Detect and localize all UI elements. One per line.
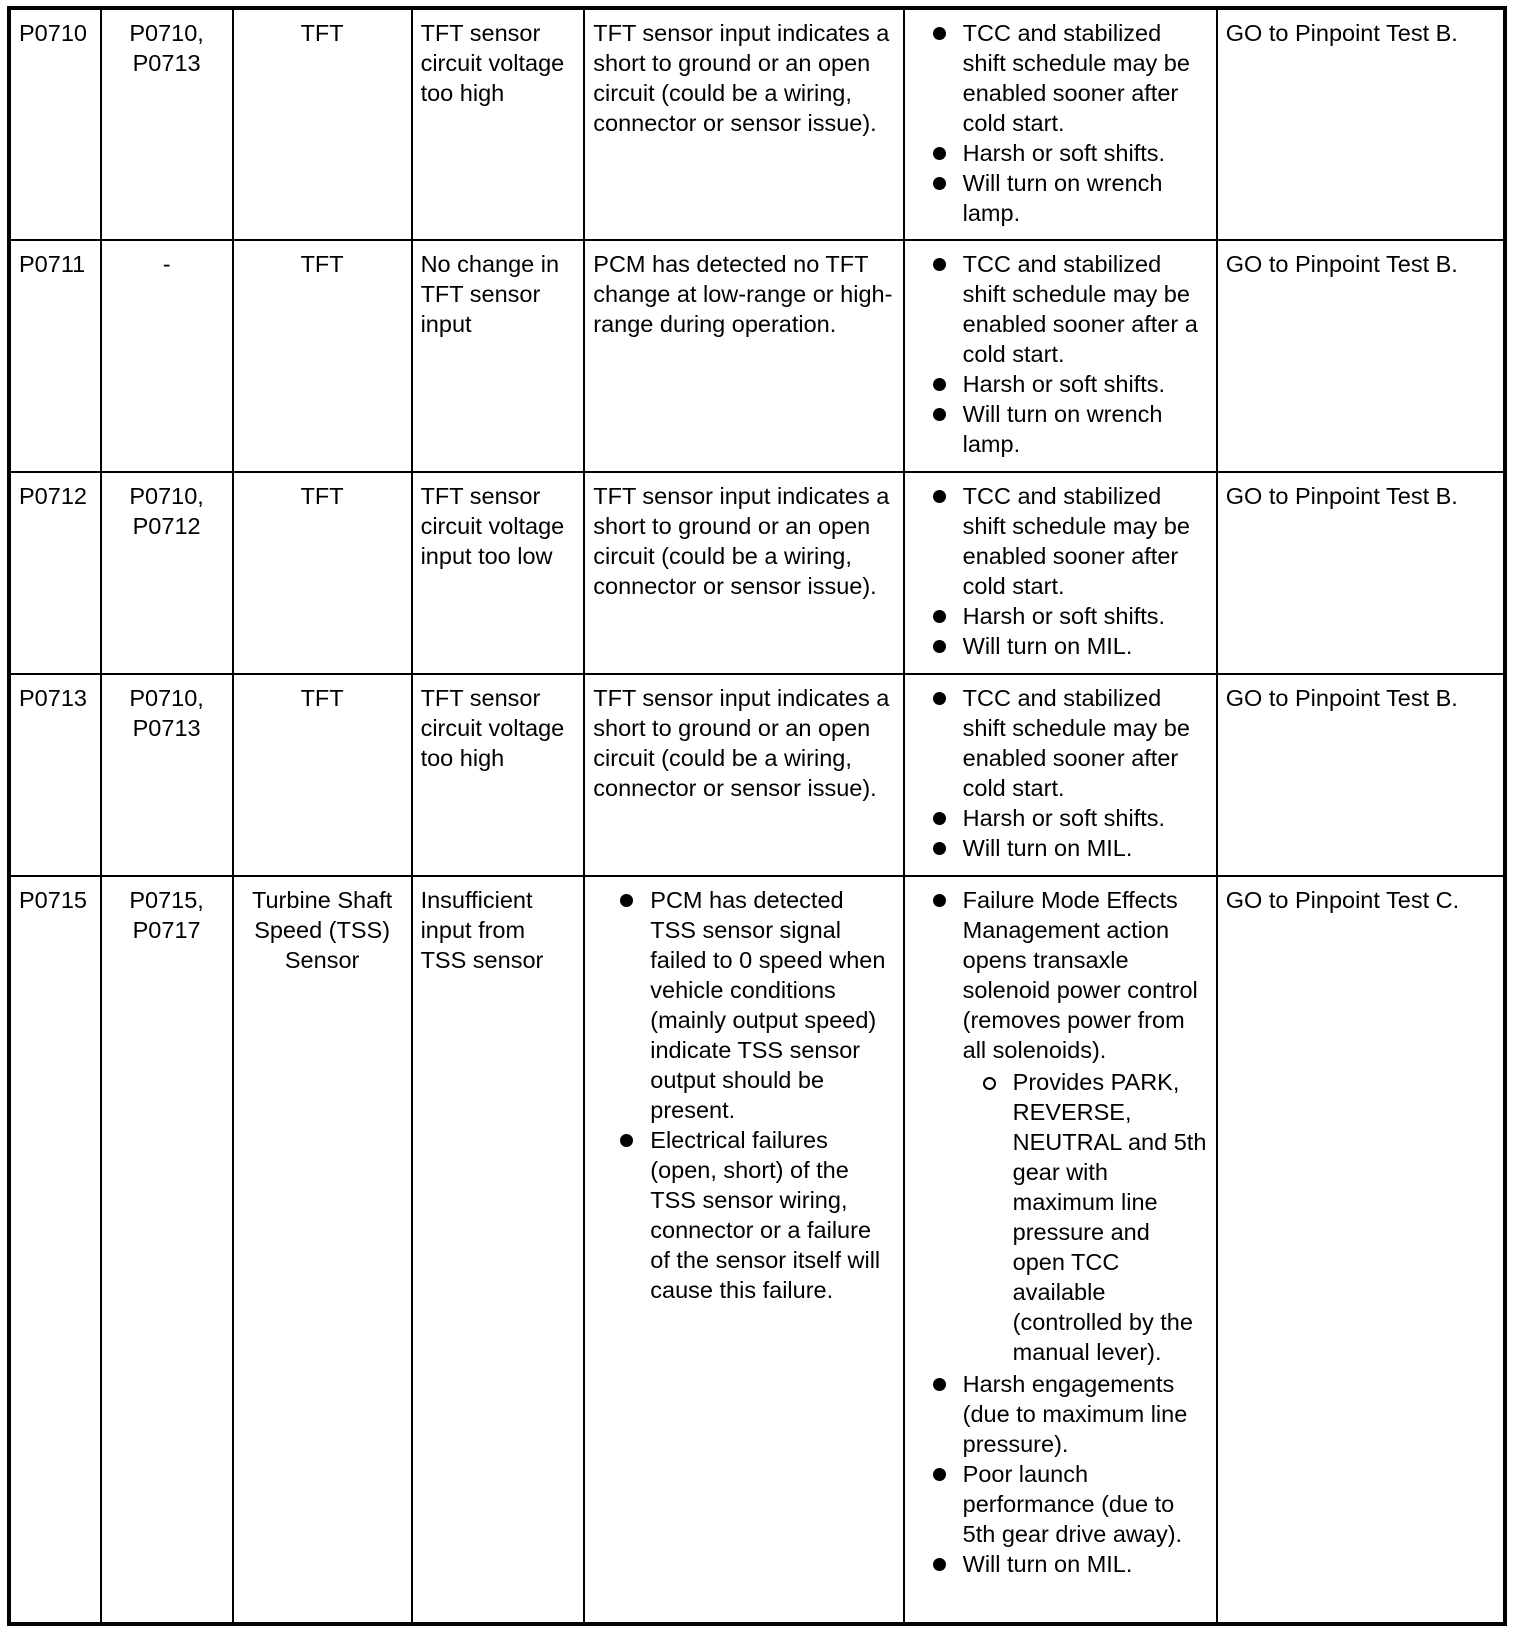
condition-item: PCM has detected TSS sensor signal failed to 0 speed when vehicle conditions (mainly output speed) indicate TSS sensor output should be present. [593, 885, 894, 1125]
symptom-item: Harsh or soft shifts. [913, 138, 1208, 168]
dtc-code-cell: P0713 [9, 674, 101, 876]
related-dtc-cell: - [101, 240, 233, 472]
symptom-item: Will turn on MIL. [913, 833, 1208, 863]
dtc-table [7, 6, 1507, 1626]
symptom-subitem: Provides PARK, REVERSE, NEUTRAL and 5th gear with maximum line pressure and open TCC available (controlled by the manual lever). [963, 1067, 1208, 1367]
description-cell: TFT sensor circuit voltage input too low [412, 472, 585, 674]
symptom-item: Will turn on MIL. [913, 1549, 1208, 1579]
dtc-code-cell: P0710 [9, 8, 101, 240]
related-dtc-cell: P0710, P0712 [101, 472, 233, 674]
symptom-cell [904, 8, 1217, 240]
action-cell: GO to Pinpoint Test B. [1217, 240, 1505, 472]
symptom-cell [904, 472, 1217, 674]
table-row [9, 8, 1505, 240]
table-row [9, 240, 1505, 472]
condition-cell: TFT sensor input indicates a short to ground or an open circuit (could be a wiring, connector or sensor issue). [584, 674, 903, 876]
action-cell: GO to Pinpoint Test B. [1217, 674, 1505, 876]
symptom-item: Harsh or soft shifts. [913, 803, 1208, 833]
condition-cell: TFT sensor input indicates a short to ground or an open circuit (could be a wiring, connector or sensor issue). [584, 8, 903, 240]
description-cell: No change in TFT sensor input [412, 240, 585, 472]
condition-cell: TFT sensor input indicates a short to ground or an open circuit (could be a wiring, connector or sensor issue). [584, 472, 903, 674]
symptom-item: Harsh or soft shifts. [913, 369, 1208, 399]
condition-cell: PCM has detected no TFT change at low-range or high-range during operation. [584, 240, 903, 472]
component-cell: TFT [233, 472, 412, 674]
symptom-item: Will turn on MIL. [913, 631, 1208, 661]
description-cell: TFT sensor circuit voltage too high [412, 674, 585, 876]
table-row [9, 876, 1505, 1624]
related-dtc-cell: P0710, P0713 [101, 8, 233, 240]
action-cell: GO to Pinpoint Test B. [1217, 8, 1505, 240]
condition-cell [584, 876, 903, 1624]
table-row [9, 674, 1505, 876]
dtc-table-body [9, 8, 1505, 1624]
condition-item: Electrical failures (open, short) of the TSS sensor wiring, connector or a failure of the sensor itself will cause this failure. [593, 1125, 894, 1305]
symptom-cell [904, 674, 1217, 876]
symptom-item: Will turn on wrench lamp. [913, 168, 1208, 228]
description-cell: Insufficient input from TSS sensor [412, 876, 585, 1624]
action-cell: GO to Pinpoint Test C. [1217, 876, 1505, 1624]
symptom-item-text: Failure Mode Effects Management action opens transaxle solenoid power control (removes power from all solenoids). [962, 887, 1198, 1063]
symptom-item: Poor launch performance (due to 5th gear drive away). [913, 1459, 1208, 1549]
description-cell: TFT sensor circuit voltage too high [412, 8, 585, 240]
related-dtc-cell: P0715, P0717 [101, 876, 233, 1624]
dtc-code-cell: P0712 [9, 472, 101, 674]
component-cell: TFT [233, 8, 412, 240]
symptom-item: TCC and stabilized shift schedule may be enabled sooner after cold start. [913, 683, 1208, 803]
symptom-item: TCC and stabilized shift schedule may be enabled sooner after cold start. [913, 18, 1208, 138]
action-cell: GO to Pinpoint Test B. [1217, 472, 1505, 674]
symptom-item: TCC and stabilized shift schedule may be enabled sooner after cold start. [913, 481, 1208, 601]
symptom-item: Harsh engagements (due to maximum line pressure). [913, 1369, 1208, 1459]
component-cell: TFT [233, 240, 412, 472]
dtc-code-cell: P0715 [9, 876, 101, 1624]
symptom-cell [904, 240, 1217, 472]
component-cell: TFT [233, 674, 412, 876]
component-cell: Turbine Shaft Speed (TSS) Sensor [233, 876, 412, 1624]
dtc-code-cell: P0711 [9, 240, 101, 472]
related-dtc-cell: P0710, P0713 [101, 674, 233, 876]
table-row [9, 472, 1505, 674]
symptom-cell [904, 876, 1217, 1624]
symptom-item [913, 885, 1208, 1367]
symptom-item: TCC and stabilized shift schedule may be enabled sooner after a cold start. [913, 249, 1208, 369]
symptom-item: Harsh or soft shifts. [913, 601, 1208, 631]
symptom-item: Will turn on wrench lamp. [913, 399, 1208, 459]
